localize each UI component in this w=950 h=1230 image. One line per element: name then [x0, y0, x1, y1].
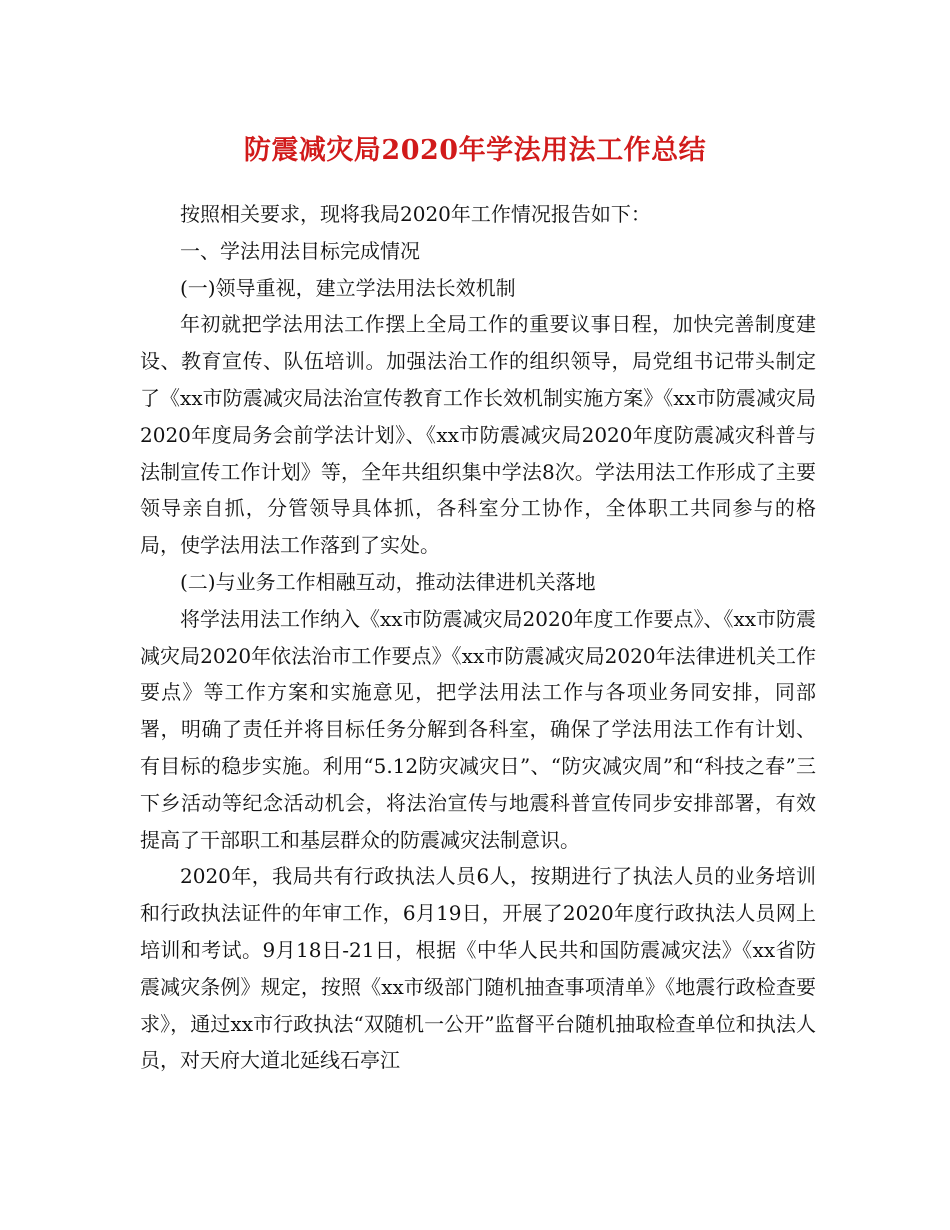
section-heading-1: 一、学法用法目标完成情况: [180, 238, 420, 263]
intro-paragraph: 按照相关要求，现将我局2020年工作情况报告如下：: [180, 202, 651, 226]
subsection-heading-2: (二)与业务工作相融互动，推动法律进机关落地: [180, 569, 596, 594]
body-paragraph-1: 年初就把学法用法工作摆上全局工作的重要议事日程，加快完善制度建设、教育宣传、队伍培训。加强法治工作的组织领导，局党组书记带头制定了《xx市防震减灾局法治宣传教育工作长效机制实施方案》《xx市防震减灾局2020年度局务会前学法计划》、《xx市防震减灾局2020年度防震减灾科普与法制宣传工作计划》等，全年共组织集中学法8次。学法用法工作形成了主要领导亲自抓，分管领导具体抓，各科室分工协作，全体职工共同参与的格局，使学法用法工作落到了实处。: [140, 312, 816, 558]
document-body: [140, 196, 816, 1079]
body-paragraph-3: 2020年，我局共有行政执法人员6人，按期进行了执法人员的业务培训和行政执法证件的年审工作，6月19日，开展了2020年度行政执法人员网上培训和考试。9月18日-21日，根据《中华人民共和国防震减灾法》《xx省防震减灾条例》规定，按照《xx市级部门随机抽查事项清单》《地震行政检查要求》，通过xx市行政执法“双随机一公开”监督平台随机抽取检查单位和执法人员，对天府大道北延线石亭江: [140, 864, 816, 1073]
document-title: 防震减灾局2020年学法用法工作总结: [243, 135, 707, 166]
subsection-heading-1: (一)领导重视，建立学法用法长效机制: [180, 275, 516, 300]
body-paragraph-2: 将学法用法工作纳入《xx市防震减灾局2020年度工作要点》、《xx市防震减灾局2020年依法治市工作要点》《xx市防震减灾局2020年法律进机关工作要点》等工作方案和实施意见，把学法用法工作与各项业务同安排，同部署，明确了责任并将目标任务分解到各科室，确保了学法用法工作有计划、有目标的稳步实施。利用“5.12防灾减灾日”、“防灾减灾周”和“科技之春”三下乡活动等纪念活动机会，将法治宣传与地震科普宣传同步安排部署，有效提高了干部职工和基层群众的防震减灾法制意识。: [140, 606, 817, 852]
